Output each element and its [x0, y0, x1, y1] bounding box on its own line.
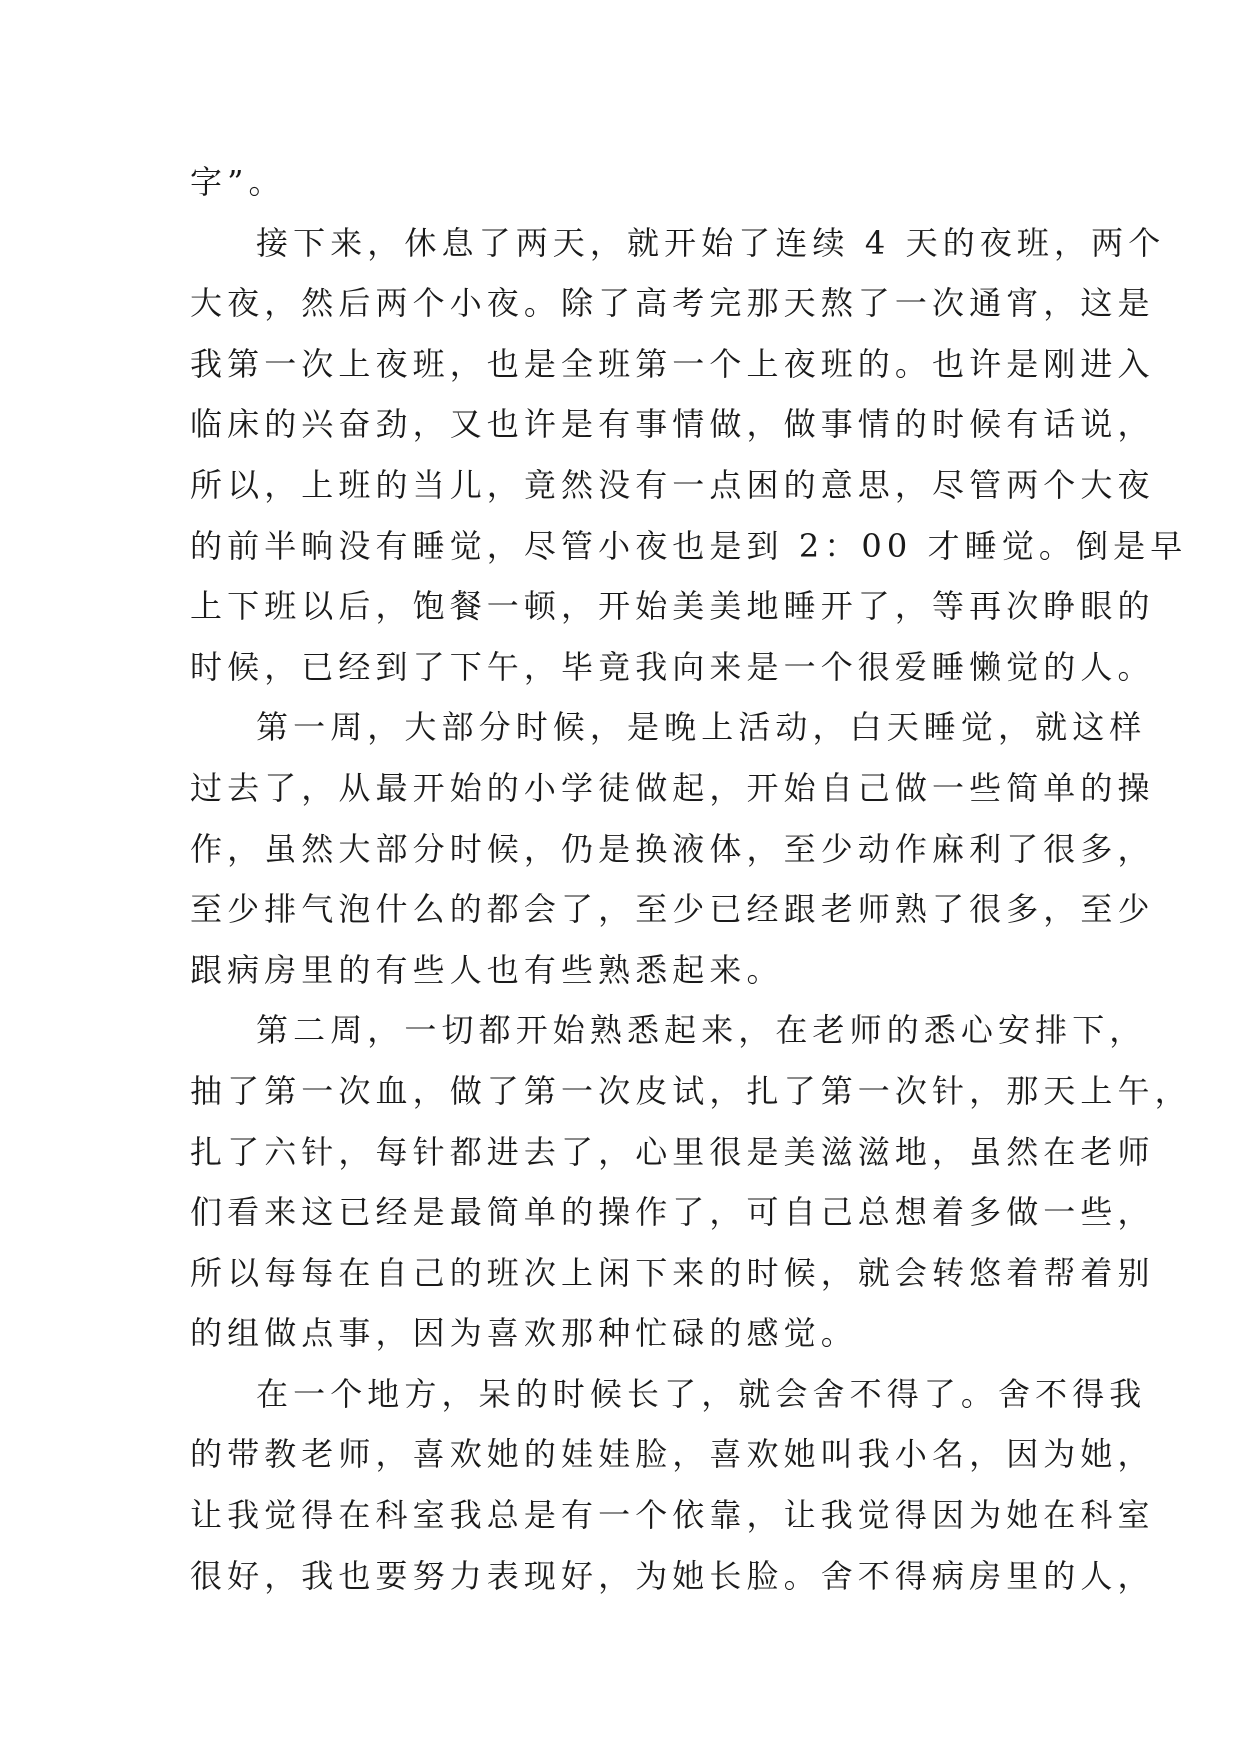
- body-text: [190, 152, 1192, 1606]
- paragraph-first-line: 在一个地方，呆的时候长了，就会舍不得了。舍不得我: [256, 1374, 1147, 1413]
- text-line: 至少排气泡什么的都会了，至少已经跟老师熟了很多，至少: [190, 890, 1155, 929]
- paragraph-first-line: 第二周，一切都开始熟悉起来，在老师的悉心安排下，: [256, 1011, 1147, 1050]
- text-line: 的带教老师，喜欢她的娃娃脸，喜欢她叫我小名，因为她，: [190, 1435, 1155, 1474]
- text-line: 们看来这已经是最简单的操作了，可自己总想着多做一些，: [190, 1193, 1155, 1232]
- text-line: 让我觉得在科室我总是有一个依靠，让我觉得因为她在科室: [190, 1496, 1155, 1535]
- text-line: 抽了第一次血，做了第一次皮试，扎了第一次针，那天上午，: [190, 1071, 1192, 1110]
- text-line: 过去了，从最开始的小学徒做起，开始自己做一些简单的操: [190, 768, 1155, 807]
- text-line: 跟病房里的有些人也有些熟悉起来。: [190, 950, 784, 989]
- text-line: 所以，上班的当儿，竟然没有一点困的意思，尽管两个大夜: [190, 465, 1155, 504]
- text-line: 的前半晌没有睡觉，尽管小夜也是到 2：00 才睡觉。倒是早: [190, 526, 1188, 565]
- text-line: 上下班以后，饱餐一顿，开始美美地睡开了，等再次睁眼的: [190, 587, 1155, 626]
- text-line: 很好，我也要努力表现好，为她长脸。舍不得病房里的人，: [190, 1556, 1155, 1595]
- text-line: 所以每每在自己的班次上闲下来的时候，就会转悠着帮着别: [190, 1253, 1155, 1292]
- text-line: 作，虽然大部分时候，仍是换液体，至少动作麻利了很多，: [190, 829, 1155, 868]
- text-line: 大夜，然后两个小夜。除了高考完那天熬了一次通宵，这是: [190, 284, 1155, 323]
- paragraph-first-line: 接下来，休息了两天，就开始了连续 4 天的夜班，两个: [256, 223, 1166, 262]
- text-line: 临床的兴奋劲，又也许是有事情做，做事情的时候有话说，: [190, 405, 1155, 444]
- text-line: 的组做点事，因为喜欢那种忙碌的感觉。: [190, 1314, 858, 1353]
- text-line: 时候，已经到了下午，毕竟我向来是一个很爱睡懒觉的人。: [190, 647, 1155, 686]
- text-line: 字”。: [190, 163, 286, 201]
- paragraph-first-line: 第一周，大部分时候，是晚上活动，白天睡觉，就这样: [256, 708, 1147, 747]
- text-line: 扎了六针，每针都进去了，心里很是美滋滋地，虽然在老师: [190, 1132, 1155, 1171]
- text-line: 我第一次上夜班，也是全班第一个上夜班的。也许是刚进入: [190, 344, 1155, 383]
